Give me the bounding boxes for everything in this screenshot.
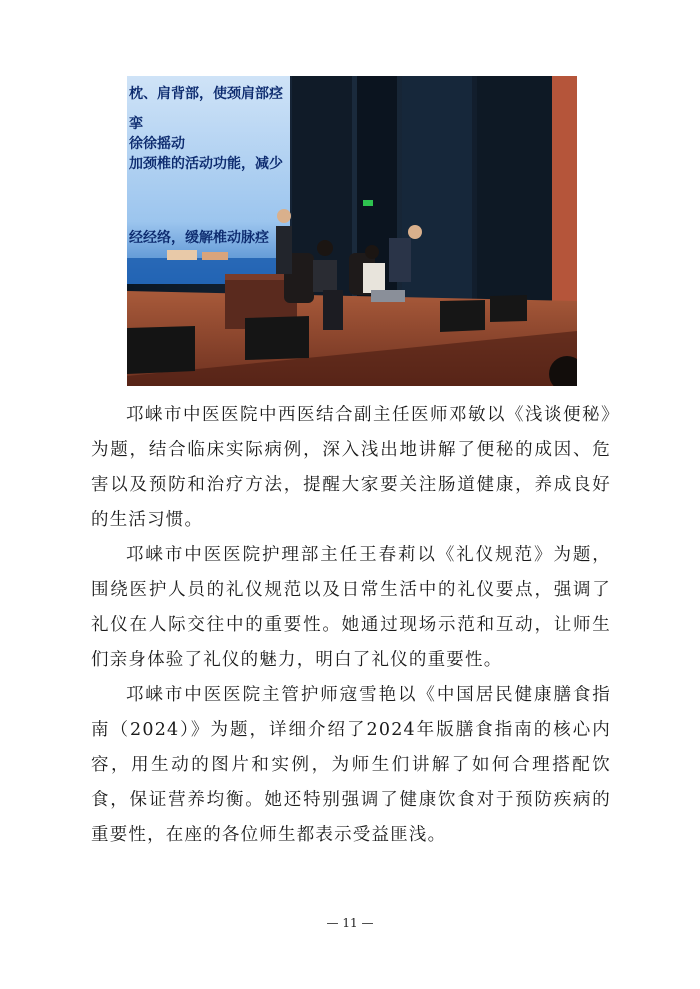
slide-line-2: 挛 xyxy=(129,116,143,132)
article-body xyxy=(91,398,611,853)
paragraph-kou-xueyan: 邛崃市中医医院主管护师寇雪艳以《中国居民健康膳食指南（2024）》为题，详细介绍了2024年版膳食指南的核心内容，用生动的图片和实例，为师生们讲解了如何合理搭配饮食，保证营养均衡。她还特别强调了健康饮食对于预防疾病的重要性，在座的各位师生都表示受益匪浅。 xyxy=(91,685,611,845)
event-photo xyxy=(127,76,577,386)
slide-line-5: 经经络，缓解椎动脉痉 xyxy=(129,230,269,246)
slide-line-4: 加颈椎的活动功能，减少 xyxy=(129,156,283,172)
page-number: — 11 — xyxy=(326,916,374,930)
paragraph-deng-min: 邛崃市中医医院中西医结合副主任医师邓敏以《浅谈便秘》为题，结合临床实际病例，深入浅出地讲解了便秘的成因、危害以及预防和治疗方法，提醒大家要关注肠道健康，养成良好的生活习惯。 xyxy=(91,405,611,530)
slide-line-1: 枕、肩背部，使颈肩部痉 xyxy=(129,86,283,102)
slide-line-3: 徐徐摇动 xyxy=(129,136,185,152)
paragraph-wang-chunli: 邛崃市中医医院护理部主任王春莉以《礼仪规范》为题，围绕医护人员的礼仪规范以及日常生活中的礼仪要点，强调了礼仪在人际交往中的重要性。她通过现场示范和互动，让师生们亲身体验了礼仪的魅力，明白了礼仪的重要性。 xyxy=(91,545,611,670)
